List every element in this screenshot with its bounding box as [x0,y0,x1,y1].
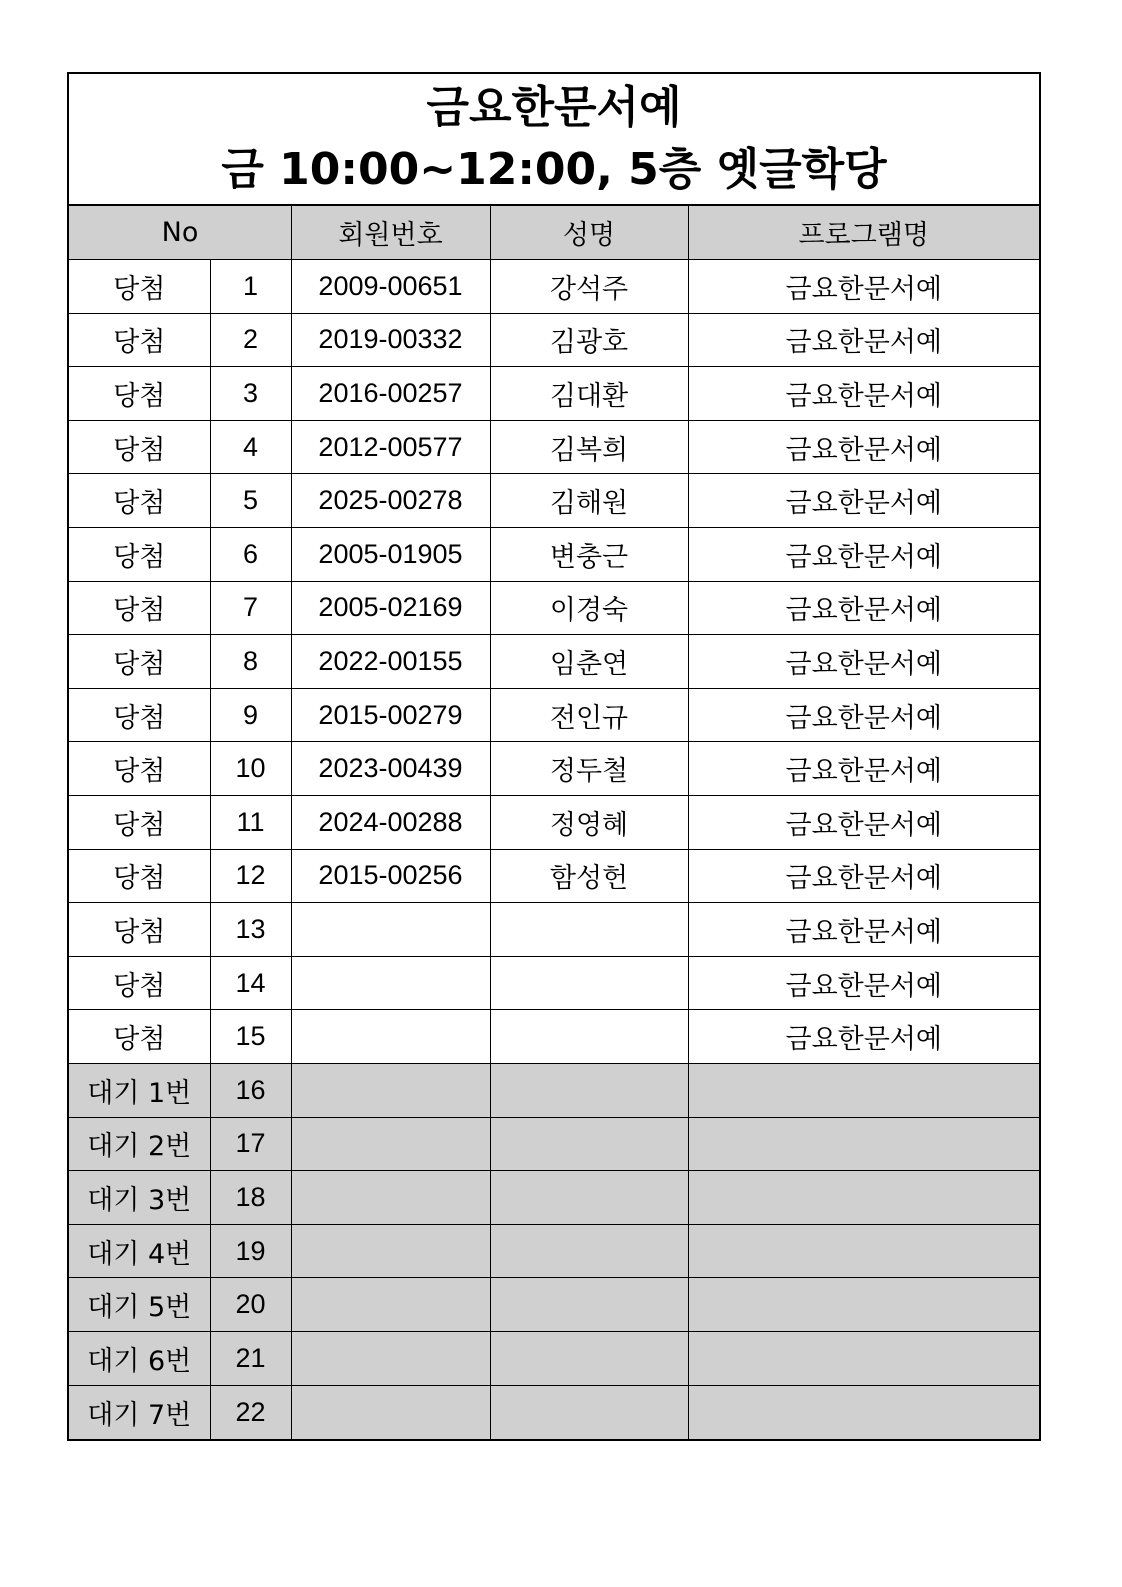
name-cell [490,1385,688,1439]
row-number-cell: 10 [210,742,291,796]
row-number-cell: 5 [210,474,291,528]
table-row [69,903,1039,957]
program-cell: 금요한문서예 [688,742,1039,796]
program-cell: 금요한문서예 [688,1010,1039,1064]
program-cell: 금요한문서예 [688,581,1039,635]
status-cell: 당첨 [69,581,210,635]
status-cell: 당첨 [69,956,210,1010]
member-number-cell: 2022-00155 [291,635,490,689]
member-number-cell: 2012-00577 [291,420,490,474]
name-cell: 김해원 [490,474,688,528]
row-number-cell: 20 [210,1278,291,1332]
member-number-cell: 2005-01905 [291,528,490,582]
name-cell: 김복희 [490,420,688,474]
status-cell: 대기 1번 [69,1064,210,1118]
program-cell [688,1385,1039,1439]
header-name: 성명 [490,206,688,260]
table-row [69,581,1039,635]
row-number-cell: 17 [210,1117,291,1171]
schedule-location: 금 10:00~12:00, 5층 옛글학당 [221,144,887,195]
row-number-cell: 14 [210,956,291,1010]
name-cell [490,1117,688,1171]
table-row [69,1064,1039,1118]
status-cell: 당첨 [69,688,210,742]
member-number-cell [291,903,490,957]
table-row [69,742,1039,796]
table-row [69,796,1039,850]
member-number-cell: 2005-02169 [291,581,490,635]
program-cell: 금요한문서예 [688,420,1039,474]
program-cell: 금요한문서예 [688,796,1039,850]
member-number-cell: 2024-00288 [291,796,490,850]
row-number-cell: 12 [210,849,291,903]
row-number-cell: 9 [210,688,291,742]
row-number-cell: 2 [210,313,291,367]
name-cell: 김대환 [490,367,688,421]
name-cell: 정두철 [490,742,688,796]
member-number-cell [291,956,490,1010]
table-row [69,1331,1039,1385]
header-member-number: 회원번호 [291,206,490,260]
roster-table [69,206,1039,1439]
name-cell: 임춘연 [490,635,688,689]
status-cell: 당첨 [69,313,210,367]
table-row [69,1117,1039,1171]
member-number-cell: 2019-00332 [291,313,490,367]
row-number-cell: 16 [210,1064,291,1118]
name-cell: 강석주 [490,260,688,314]
status-cell: 대기 2번 [69,1117,210,1171]
member-number-cell [291,1171,490,1225]
header-program: 프로그램명 [688,206,1039,260]
name-cell: 김광호 [490,313,688,367]
status-cell: 당첨 [69,635,210,689]
name-cell: 이경숙 [490,581,688,635]
name-cell: 함성헌 [490,849,688,903]
table-row [69,420,1039,474]
title-block [69,74,1039,206]
table-row [69,313,1039,367]
name-cell [490,1064,688,1118]
status-cell: 당첨 [69,1010,210,1064]
member-number-cell: 2009-00651 [291,260,490,314]
row-number-cell: 13 [210,903,291,957]
name-cell [490,956,688,1010]
row-number-cell: 11 [210,796,291,850]
program-cell [688,1224,1039,1278]
member-number-cell [291,1064,490,1118]
header-row [69,206,1039,260]
program-cell: 금요한문서예 [688,474,1039,528]
status-cell: 당첨 [69,367,210,421]
table-row [69,1278,1039,1332]
program-cell [688,1278,1039,1332]
program-cell: 금요한문서예 [688,688,1039,742]
program-cell: 금요한문서예 [688,313,1039,367]
name-cell: 변충근 [490,528,688,582]
member-number-cell [291,1385,490,1439]
program-cell [688,1331,1039,1385]
status-cell: 대기 4번 [69,1224,210,1278]
status-cell: 당첨 [69,474,210,528]
table-row [69,688,1039,742]
member-number-cell [291,1010,490,1064]
row-number-cell: 6 [210,528,291,582]
table-row [69,1385,1039,1439]
row-number-cell: 3 [210,367,291,421]
table-row [69,849,1039,903]
name-cell [490,1010,688,1064]
name-cell [490,1331,688,1385]
program-cell [688,1117,1039,1171]
table-row [69,260,1039,314]
status-cell: 대기 3번 [69,1171,210,1225]
row-number-cell: 4 [210,420,291,474]
row-number-cell: 18 [210,1171,291,1225]
row-number-cell: 22 [210,1385,291,1439]
member-number-cell [291,1224,490,1278]
status-cell: 당첨 [69,742,210,796]
program-cell [688,1064,1039,1118]
table-row [69,528,1039,582]
table-row [69,367,1039,421]
program-title: 금요한문서예 [426,82,682,133]
member-number-cell: 2023-00439 [291,742,490,796]
status-cell: 당첨 [69,528,210,582]
table-row [69,1224,1039,1278]
table-row [69,474,1039,528]
name-cell [490,1278,688,1332]
status-cell: 대기 6번 [69,1331,210,1385]
member-number-cell [291,1278,490,1332]
program-cell: 금요한문서예 [688,367,1039,421]
table-row [69,635,1039,689]
status-cell: 당첨 [69,420,210,474]
table-row [69,1171,1039,1225]
status-cell: 당첨 [69,796,210,850]
table-row [69,1010,1039,1064]
member-number-cell: 2015-00256 [291,849,490,903]
row-number-cell: 1 [210,260,291,314]
roster-sheet [67,72,1041,1441]
header-no [69,206,291,260]
row-number-cell: 8 [210,635,291,689]
status-cell: 당첨 [69,260,210,314]
roster-body [69,260,1039,1439]
program-cell: 금요한문서예 [688,849,1039,903]
header-no-label: No [161,217,199,249]
row-number-cell: 21 [210,1331,291,1385]
name-cell: 전인규 [490,688,688,742]
name-cell [490,1224,688,1278]
name-cell [490,1171,688,1225]
program-cell [688,1171,1039,1225]
name-cell: 정영혜 [490,796,688,850]
member-number-cell [291,1331,490,1385]
status-cell: 당첨 [69,849,210,903]
program-cell: 금요한문서예 [688,956,1039,1010]
member-number-cell [291,1117,490,1171]
program-cell: 금요한문서예 [688,528,1039,582]
member-number-cell: 2015-00279 [291,688,490,742]
row-number-cell: 19 [210,1224,291,1278]
program-cell: 금요한문서예 [688,635,1039,689]
table-row [69,956,1039,1010]
status-cell: 대기 5번 [69,1278,210,1332]
member-number-cell: 2016-00257 [291,367,490,421]
member-number-cell: 2025-00278 [291,474,490,528]
row-number-cell: 15 [210,1010,291,1064]
name-cell [490,903,688,957]
row-number-cell: 7 [210,581,291,635]
status-cell: 당첨 [69,903,210,957]
status-cell: 대기 7번 [69,1385,210,1439]
program-cell: 금요한문서예 [688,903,1039,957]
program-cell: 금요한문서예 [688,260,1039,314]
